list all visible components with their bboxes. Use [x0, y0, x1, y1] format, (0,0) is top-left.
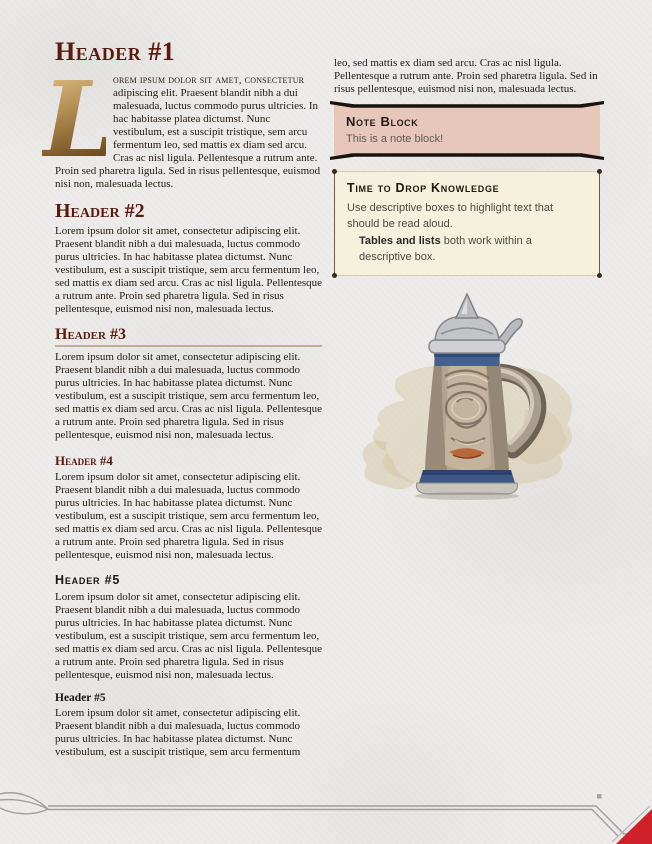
descriptive-box-bold: Tables and lists — [359, 234, 441, 247]
footer-ornament — [0, 784, 652, 844]
right-column — [334, 57, 600, 504]
header-4: Header #4 — [55, 452, 113, 468]
corner-dot — [597, 169, 602, 174]
header-1: Header #1 — [55, 37, 176, 66]
note-block-title: Note Block — [346, 114, 419, 129]
section-paragraph: Lorem ipsum dolor sit amet, consectetur adipiscing elit. Praesent blandit nibh a dui malesuada, luctus commodo purus ultricies. In hac habitasse platea dictumst. Nunc vestibulum, est a suscipit tristique, sem arcu fermentum leo, sed mattis ex diam sed arcu. Cras ac nisl ligula. Pellentesque a rutrum ante. Proin sed pharetra ligula. Sed in risus pellentesque, euismod nisi non, malesuada lectus. — [55, 591, 322, 682]
continuation-paragraph: leo, sed mattis ex diam sed arcu. Cras ac nisl ligula. Pellentesque a rutrum ante. Proin sed pharetra ligula. Sed in risus pellentesque, euismod nisi non, malesuada lectus. — [334, 57, 598, 95]
footer-rule — [48, 806, 640, 836]
descriptive-box — [334, 171, 600, 275]
corner-dot — [597, 273, 602, 278]
note-block — [334, 105, 600, 156]
footer-leaf-flourish — [0, 793, 48, 814]
footer-dot — [597, 794, 602, 799]
dropcap-letter: L — [42, 57, 116, 181]
left-column — [42, 37, 322, 759]
corner-dot — [332, 273, 337, 278]
footer-red-triangle — [616, 809, 652, 844]
header-2: Header #2 — [55, 199, 145, 222]
stein-shadow — [415, 492, 519, 500]
header-3: Header #3 — [55, 325, 322, 347]
intro-rest: adipiscing elit. Praesent blandit nibh a dui malesuada, luctus commodo purus ultricies. In hac habitasse platea dictumst. Nunc vestibulum, est a suscipit tristique, sem arcu fermentum leo, sed mattis ex diam sed arcu. Cras ac nisl ligula. Pellentesque a rutrum ante. Proin sed pharetra ligula. Sed in risus pellentesque, euismod nisi non, malesuada lectus. — [55, 86, 321, 190]
descriptive-box-line2-rest: both work within a descriptive box. — [359, 234, 532, 264]
intro-lead: orem ipsum dolor sit amet, consectetur — [113, 73, 305, 86]
note-block-body: This is a note block! — [346, 132, 444, 145]
descriptive-box-line2 — [359, 233, 587, 266]
header-5-bold: Header #5 — [55, 692, 106, 705]
note-top-ribbon — [330, 101, 604, 109]
beer-stein-illustration — [345, 290, 589, 504]
section-paragraph: Lorem ipsum dolor sit amet, consectetur adipiscing elit. Praesent blandit nibh a dui malesuada, luctus commodo purus ultricies. In hac habitasse platea dictumst. Nunc vestibulum, est a suscipit tristique, sem arcu fermentum leo, sed mattis ex diam sed arcu. Cras ac nisl ligula. Pellentesque a rutrum ante. Proin sed pharetra ligula. Sed in risus pellentesque, euismod nisi non, malesuada lectus. — [55, 471, 322, 562]
header-5: Header #5 — [55, 573, 121, 588]
section-paragraph: Lorem ipsum dolor sit amet, consectetur adipiscing elit. Praesent blandit nibh a dui malesuada, luctus commodo purus ultricies. In hac habitasse platea dictumst. Nunc vestibulum, est a suscipit tristique, sem arcu fermentum leo, sed mattis ex diam sed arcu. Cras ac nisl ligula. Pellentesque a rutrum ante. Proin sed pharetra ligula. Sed in risus pellentesque, euismod nisi non, malesuada lectus. — [55, 224, 322, 315]
section-paragraph-truncated: Lorem ipsum dolor sit amet, consectetur adipiscing elit. Praesent blandit nibh a dui malesuada, luctus commodo purus ultricies. In hac habitasse platea dictumst. Nunc vestibulum, est a suscipit tristique, sem arcu fermentum — [55, 706, 301, 758]
intro-paragraph — [42, 57, 322, 191]
section-paragraph: Lorem ipsum dolor sit amet, consectetur adipiscing elit. Praesent blandit nibh a dui malesuada, luctus commodo purus ultricies. In hac habitasse platea dictumst. Nunc vestibulum, est a suscipit tristique, sem arcu fermentum leo, sed mattis ex diam sed arcu. Cras ac nisl ligula. Pellentesque a rutrum ante. Proin sed pharetra ligula. Sed in risus pellentesque, euismod nisi non, malesuada lectus. — [55, 350, 322, 441]
corner-dot — [332, 169, 337, 174]
descriptive-box-line1: Use descriptive boxes to highlight text that should be read aloud. — [347, 201, 554, 231]
descriptive-box-title: Time to Drop Knowledge — [347, 181, 500, 196]
stein-base-blue-dark — [422, 470, 512, 475]
note-bottom-ribbon — [330, 152, 604, 160]
stein-lid-rim — [429, 340, 505, 353]
